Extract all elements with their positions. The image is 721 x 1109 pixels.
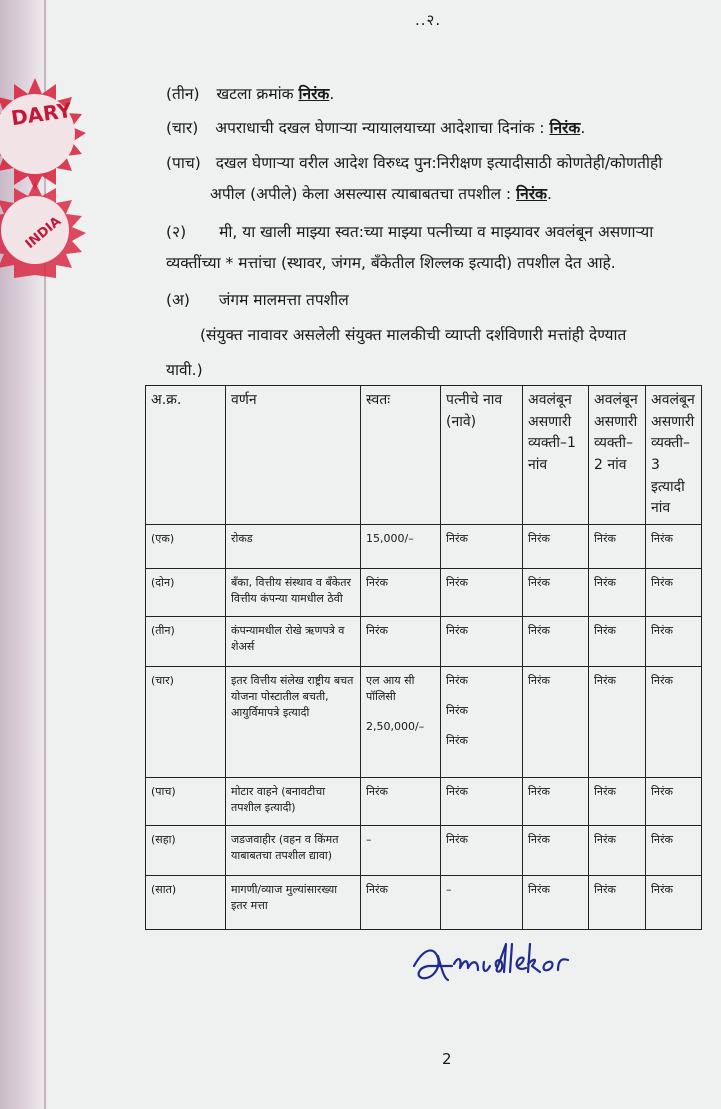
cell-spouse: निरंक: [441, 525, 523, 569]
cell-self: निरंक: [361, 778, 441, 826]
table-row: [146, 778, 702, 826]
page-number: 2: [442, 1050, 452, 1068]
spouse-value: निरंक: [446, 734, 468, 747]
cell-dependent-2: निरंक: [589, 617, 646, 667]
cell-sr: (सहा): [146, 826, 226, 876]
cell-dependent-3: निरंक: [646, 667, 702, 778]
note-text: यावी.): [166, 361, 203, 379]
notary-stamp: [0, 70, 110, 280]
cell-description: इतर वित्तीय संलेख राष्ट्रीय बचत योजना पोस्टातील बचती, आयुर्विमापत्रे इत्यादी: [226, 667, 361, 778]
note-text: (संयुक्त नावावर असलेली संयुक्त मालकीची व्याप्ती दर्शविणारी मत्तांही देण्यात: [200, 326, 627, 344]
cell-dependent-2: निरंक: [589, 525, 646, 569]
signature: [408, 936, 603, 996]
cell-description: रोकड: [226, 525, 361, 569]
cell-dependent-3: निरंक: [646, 617, 702, 667]
table-row: [146, 876, 702, 930]
section-title: जंगम मालमत्ता तपशील: [218, 291, 349, 309]
header-self: स्वतः: [361, 386, 441, 525]
spouse-value: निरंक: [446, 704, 468, 718]
cell-self: निरंक: [361, 876, 441, 930]
self-policy-amount: 2,50,000/–: [366, 720, 425, 733]
cell-dependent-3: निरंक: [646, 826, 702, 876]
cell-description: मोटार वाहने (बनावटीचा तपशील इत्यादी): [226, 778, 361, 826]
stamp-inner-text: INDIA: [22, 213, 65, 253]
cell-self: निरंक: [361, 617, 441, 667]
spouse-value: निरंक: [446, 674, 468, 688]
cell-description: मागणी/व्याज मुल्यांसारख्या इतर मत्ता: [226, 876, 361, 930]
cell-dependent-2: निरंक: [589, 778, 646, 826]
cell-sr: (पाच): [146, 778, 226, 826]
item-number: (अ): [166, 291, 190, 309]
page-header-mark: ..२.: [415, 11, 442, 29]
item-text: अपराधाची दखल घेणाऱ्या न्यायालयाच्या आदेशाचा दिनांक :: [215, 119, 550, 137]
cell-spouse: निरंक: [441, 826, 523, 876]
header-sr: अ.क्र.: [146, 386, 226, 525]
item-text: व्यक्तींच्या * मत्तांचा (स्थावर, जंगम, बँकेतील शिल्लक इत्यादी) तपशील देत आहे.: [166, 254, 616, 272]
cell-dependent-2: निरंक: [589, 667, 646, 778]
header-dependent-1: अवलंबून असणारी व्यक्ती–1 नांव: [523, 386, 589, 525]
line-declaration: [166, 220, 653, 242]
table-row: [146, 667, 702, 778]
cell-dependent-3: निरंक: [646, 876, 702, 930]
table-row: [146, 525, 702, 569]
cell-description: बँका, वित्तीय संस्थाव व बँकेतर वित्तीय कंपन्या यामधील ठेवी: [226, 569, 361, 617]
cell-dependent-1: निरंक: [523, 876, 589, 930]
item-number: (तीन): [166, 85, 200, 103]
cell-spouse: निरंक: [441, 569, 523, 617]
cell-spouse: –: [441, 876, 523, 930]
cell-dependent-1: निरंक: [523, 667, 589, 778]
item-text: अपील (अपीले) केला असल्यास त्याबाबतचा तपशील :: [210, 185, 517, 203]
cell-sr: (एक): [146, 525, 226, 569]
cell-dependent-3: निरंक: [646, 778, 702, 826]
header-description: वर्णन: [226, 386, 361, 525]
item-number: (पाच): [166, 154, 201, 172]
line-declaration-cont: [166, 251, 616, 273]
value-nil: निरंक: [516, 185, 547, 203]
item-text: मी, या खाली माझ्या स्वत:च्या माझ्या पत्नीच्या व माझ्यावर अवलंबून असणाऱ्या: [219, 223, 654, 241]
cell-sr: (दोन): [146, 569, 226, 617]
cell-dependent-2: निरंक: [589, 826, 646, 876]
header-spouse: पत्नीचे नाव (नावे): [441, 386, 523, 525]
cell-dependent-1: निरंक: [523, 569, 589, 617]
line-appeal-cont: अपील (अपीले) केला असल्यास त्याबाबतचा तपशील : निरंक.: [210, 185, 552, 203]
cell-self: [361, 667, 441, 778]
value-nil: निरंक: [298, 85, 330, 103]
self-policy-label: एल आय सी पॉलिसी: [366, 674, 415, 704]
cell-description: कंपन्यामधील रोखे ऋणपत्रे व शेअर्स: [226, 617, 361, 667]
cell-self: निरंक: [361, 569, 441, 617]
line-section-a: [166, 288, 349, 310]
cell-dependent-1: निरंक: [523, 826, 589, 876]
cell-dependent-2: निरंक: [589, 876, 646, 930]
line-appeal: [166, 151, 662, 173]
line-note-cont: [166, 358, 203, 380]
line-case-number: (तीन) खटला क्रमांक निरंक.: [166, 85, 335, 103]
table-header-row: [146, 386, 702, 525]
cell-sr: (तीन): [146, 617, 226, 667]
cell-dependent-1: निरंक: [523, 525, 589, 569]
item-text: दखल घेणाऱ्या वरील आदेश विरुध्द पुन:निरीक्षण इत्यादीसाठी कोणतेही/कोणतीही: [215, 154, 663, 172]
table-row: [146, 569, 702, 617]
cell-self: 15,000/–: [361, 525, 441, 569]
cell-dependent-1: निरंक: [523, 617, 589, 667]
header-dependent-3: अवलंबून असणारी व्यक्ती–3 इत्यादी नांव: [646, 386, 702, 525]
table-row: [146, 826, 702, 876]
line-order-date: (चार) अपराधाची दखल घेणाऱ्या न्यायालयाच्या आदेशाचा दिनांक : निरंक.: [166, 119, 586, 137]
cell-self: –: [361, 826, 441, 876]
cell-dependent-1: निरंक: [523, 778, 589, 826]
item-number: (चार): [166, 119, 199, 137]
item-number: (२): [166, 223, 187, 241]
cell-sr: (चार): [146, 667, 226, 778]
line-note: [200, 323, 626, 345]
cell-description: जडजवाहीर (वहन व किंमत याबाबतचा तपशील द्यावा): [226, 826, 361, 876]
cell-spouse: निरंक: [441, 778, 523, 826]
cell-dependent-2: निरंक: [589, 569, 646, 617]
cell-dependent-3: निरंक: [646, 569, 702, 617]
movable-assets-table: [145, 385, 702, 930]
item-text: खटला क्रमांक: [216, 85, 299, 103]
cell-spouse: निरंक: [441, 617, 523, 667]
cell-sr: (सात): [146, 876, 226, 930]
stamp-outer-text: DARY: [9, 97, 74, 131]
value-nil: निरंक: [549, 119, 581, 137]
cell-dependent-3: निरंक: [646, 525, 702, 569]
cell-spouse: [441, 667, 523, 778]
table-row: [146, 617, 702, 667]
header-dependent-2: अवलंबून असणारी व्यक्ती–2 नांव: [589, 386, 646, 525]
